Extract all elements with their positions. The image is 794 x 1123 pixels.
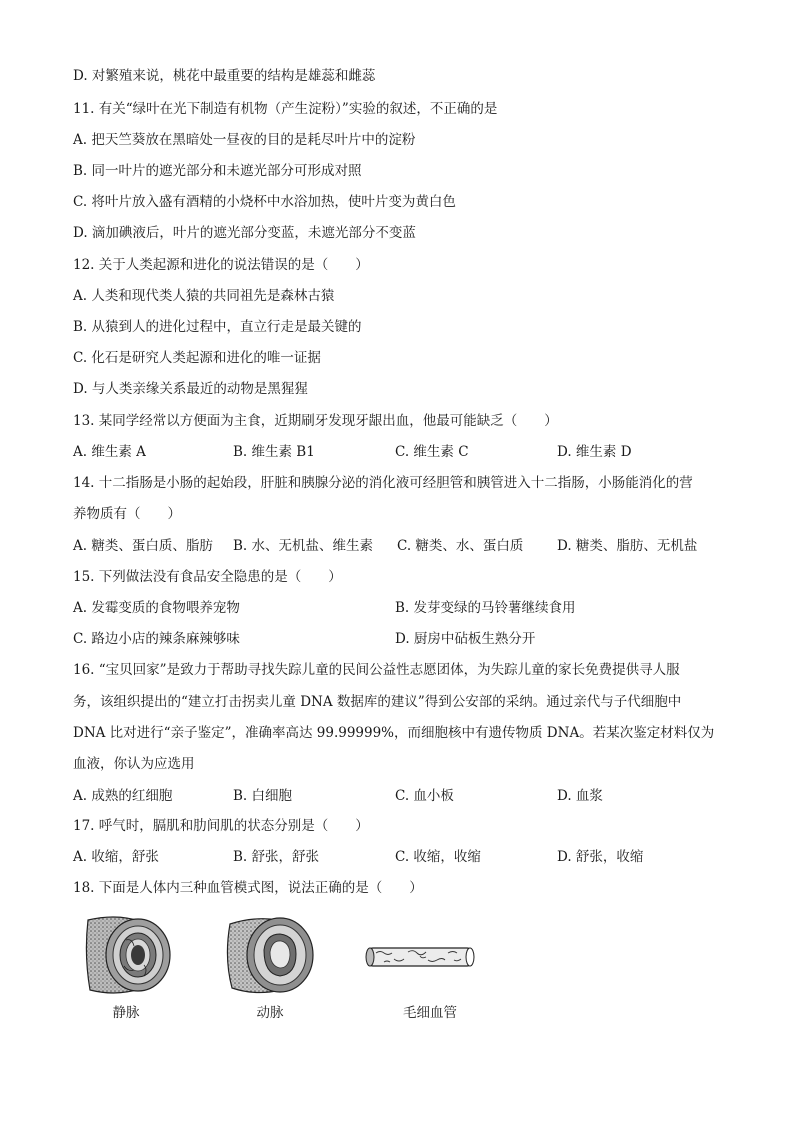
vein-illustration [74,910,176,998]
q13-option-a: A. 维生素 A [73,444,146,460]
q16-option-c: C. 血小板 [395,788,454,804]
q17-option-c: C. 收缩，收缩 [395,849,481,865]
q11-option-d: D. 滴加碘液后，叶片的遮光部分变蓝，未遮光部分不变蓝 [73,225,416,241]
q15-option-b: B. 发芽变绿的马铃薯继续食用 [395,600,576,616]
q16-stem-line2: 务，该组织提出的“建立打击拐卖儿童 DNA 数据库的建议”得到公安部的采纳。通过亲代与子代细胞中 [73,694,682,710]
q16-stem-line4: 血液，你认为应选用 [73,756,195,772]
q18-stem: 18. 下面是人体内三种血管模式图，说法正确的是（ ） [73,880,423,896]
q17-stem: 17. 呼气时，膈肌和肋间肌的状态分别是（ ） [73,818,369,834]
q13-option-b: B. 维生素 B1 [233,444,315,460]
q14-option-a: A. 糖类、蛋白质、脂肪 [73,538,213,554]
q12-option-c: C. 化石是研究人类起源和进化的唯一证据 [73,350,321,366]
q16-stem-line3: DNA 比对进行“亲子鉴定”，准确率高达 99.99999%，而细胞核中有遗传物质 DNA。若某次鉴定材料仅为 [73,725,715,741]
q12-option-a: A. 人类和现代类人猿的共同祖先是森林古猿 [73,288,335,304]
q17-option-d: D. 舒张，收缩 [557,849,644,865]
q15-option-d: D. 厨房中砧板生熟分开 [395,631,536,647]
q11-option-b: B. 同一叶片的遮光部分和未遮光部分可形成对照 [73,163,362,179]
q17-option-a: A. 收缩，舒张 [73,849,159,865]
q12-option-b: B. 从猿到人的进化过程中，直立行走是最关键的 [73,319,362,335]
q15-option-c: C. 路边小店的辣条麻辣够味 [73,631,240,647]
q16-option-b: B. 白细胞 [233,788,293,804]
q16-stem-line1: 16. “宝贝回家”是致力于帮助寻找失踪儿童的民间公益性志愿团体，为失踪儿童的家长免费提供寻人服 [73,662,680,678]
q11-stem: 11. 有关“绿叶在光下制造有机物（产生淀粉）”实验的叙述，不正确的是 [73,101,498,117]
q10-option-d: D. 对繁殖来说，桃花中最重要的结构是雄蕊和雌蕊 [73,68,376,84]
q14-stem-line2: 养物质有（ ） [73,506,181,522]
capillary-label: 毛细血管 [403,1005,457,1021]
vein-label: 静脉 [112,1005,140,1021]
capillary-illustration [364,944,476,970]
q14-option-d: D. 糖类、脂肪、无机盐 [557,538,698,554]
q17-option-b: B. 舒张，舒张 [233,849,320,865]
q11-option-a: A. 把天竺葵放在黑暗处一昼夜的目的是耗尽叶片中的淀粉 [73,132,416,148]
q14-stem-line1: 14. 十二指肠是小肠的起始段，肝脏和胰腺分泌的消化液可经胆管和胰管进入十二指肠，小肠能消化的营 [73,475,693,491]
q16-option-d: D. 血浆 [557,788,603,804]
q13-option-c: C. 维生素 C [395,444,469,460]
q13-option-d: D. 维生素 D [557,444,632,460]
artery-illustration [218,910,320,998]
q12-option-d: D. 与人类亲缘关系最近的动物是黑猩猩 [73,381,308,397]
q14-option-c: C. 糖类、水、蛋白质 [397,538,524,554]
q13-stem: 13. 某同学经常以方便面为主食，近期刷牙发现牙龈出血，他最可能缺乏（ ） [73,413,558,429]
q12-stem: 12. 关于人类起源和进化的说法错误的是（ ） [73,257,369,273]
q16-option-a: A. 成熟的红细胞 [73,788,173,804]
q14-option-b: B. 水、无机盐、维生素 [233,538,374,554]
q15-option-a: A. 发霉变质的食物喂养宠物 [73,600,240,616]
q11-option-c: C. 将叶片放入盛有酒精的小烧杯中水浴加热，使叶片变为黄白色 [73,194,456,210]
q15-stem: 15. 下列做法没有食品安全隐患的是（ ） [73,569,342,585]
artery-label: 动脉 [256,1005,284,1021]
